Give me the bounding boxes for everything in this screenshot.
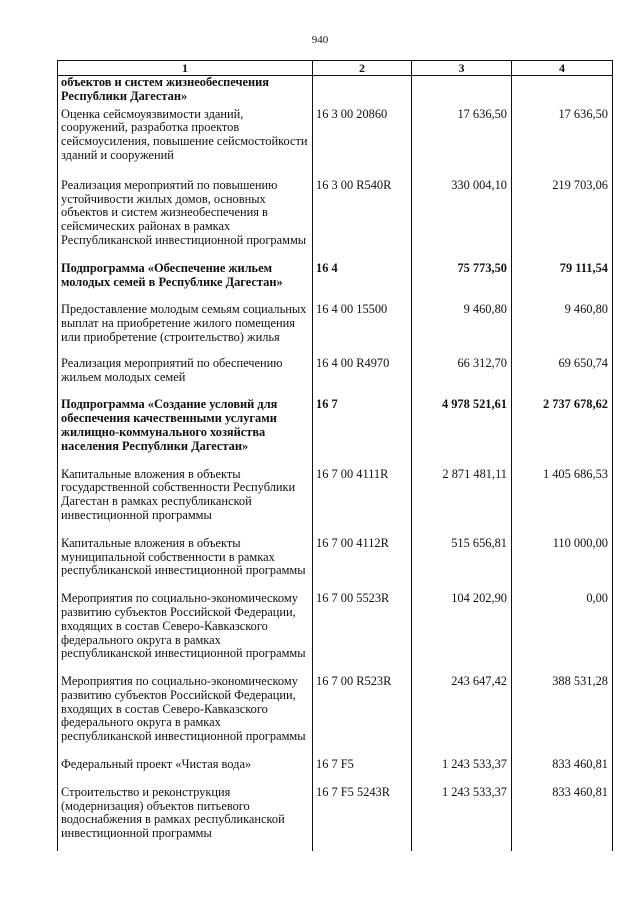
row-code-cell: 16 3 00 R540R	[313, 179, 412, 262]
row-code-cell: 16 7 00 4111R	[313, 468, 412, 537]
table-row	[58, 76, 613, 108]
column-header-1: 1	[58, 61, 313, 76]
row-value-4-cell: 219 703,06	[512, 179, 613, 262]
table-row	[58, 398, 613, 467]
row-value-4-cell: 69 650,74	[512, 357, 613, 399]
row-code-cell: 16 7 00 R523R	[313, 675, 412, 758]
table-row	[58, 786, 613, 851]
table-row	[58, 468, 613, 537]
row-code-cell: 16 4	[313, 262, 412, 304]
table-row	[58, 303, 613, 356]
row-code-cell	[313, 76, 412, 108]
row-code-cell: 16 7 00 5523R	[313, 592, 412, 675]
row-value-3-cell: 515 656,81	[412, 537, 512, 592]
row-name-cell: Мероприятия по социально-экономическому развитию субъектов Российской Федерации, входящих в состав Северо-Кавказского федерального округа в рамках республиканской инвестиционной программы	[58, 592, 313, 675]
table-row	[58, 108, 613, 179]
row-value-4-cell: 110 000,00	[512, 537, 613, 592]
budget-table	[57, 60, 613, 851]
row-code-cell: 16 4 00 R4970	[313, 357, 412, 399]
row-code-cell: 16 7 F5 5243R	[313, 786, 412, 851]
row-code-cell: 16 7 F5	[313, 758, 412, 786]
table-row	[58, 592, 613, 675]
row-name-cell: объектов и систем жизнеобеспечения Республики Дагестан»	[58, 76, 313, 108]
row-name-cell: Предоставление молодым семьям социальных выплат на приобретение жилого помещения или приобретение (строительство) жилья	[58, 303, 313, 356]
table-row	[58, 179, 613, 262]
row-value-3-cell: 2 871 481,11	[412, 468, 512, 537]
row-code-cell: 16 7	[313, 398, 412, 467]
row-value-3-cell: 75 773,50	[412, 262, 512, 304]
row-name-cell: Подпрограмма «Создание условий для обеспечения качественными услугами жилищно-коммунального хозяйства населения Республики Дагестан»	[58, 398, 313, 467]
row-value-4-cell: 833 460,81	[512, 758, 613, 786]
row-value-3-cell: 4 978 521,61	[412, 398, 512, 467]
row-value-4-cell: 388 531,28	[512, 675, 613, 758]
row-name-cell: Подпрограмма «Обеспечение жильем молодых семей в Республике Дагестан»	[58, 262, 313, 304]
row-name-cell: Мероприятия по социально-экономическому развитию субъектов Российской Федерации, входящих в состав Северо-Кавказского федерального округа в рамках республиканской инвестиционной программы	[58, 675, 313, 758]
row-value-3-cell: 17 636,50	[412, 108, 512, 179]
row-value-3-cell	[412, 76, 512, 108]
row-value-4-cell: 1 405 686,53	[512, 468, 613, 537]
table-row	[58, 357, 613, 399]
row-value-4-cell	[512, 76, 613, 108]
column-header-4: 4	[512, 61, 613, 76]
row-code-cell: 16 3 00 20860	[313, 108, 412, 179]
row-name-cell: Реализация мероприятий по повышению устойчивости жилых домов, основных объектов и систем жизнеобеспечения в сейсмических районах в рамках Республиканской инвестиционной программы	[58, 179, 313, 262]
page-number: 940	[311, 34, 329, 46]
column-header-3: 3	[412, 61, 512, 76]
row-name-cell: Строительство и реконструкция (модернизация) объектов питьевого водоснабжения в рамках республиканской инвестиционной программы	[58, 786, 313, 851]
row-name-cell: Капитальные вложения в объекты муниципальной собственности в рамках республиканской инвестиционной программы	[58, 537, 313, 592]
row-code-cell: 16 4 00 15500	[313, 303, 412, 356]
row-value-4-cell: 2 737 678,62	[512, 398, 613, 467]
table-row	[58, 262, 613, 304]
row-name-cell: Реализация мероприятий по обеспечению жильем молодых семей	[58, 357, 313, 399]
row-value-3-cell: 9 460,80	[412, 303, 512, 356]
row-value-3-cell: 1 243 533,37	[412, 758, 512, 786]
table-row	[58, 537, 613, 592]
row-value-4-cell: 17 636,50	[512, 108, 613, 179]
table-row	[58, 675, 613, 758]
row-value-3-cell: 1 243 533,37	[412, 786, 512, 851]
row-value-4-cell: 833 460,81	[512, 786, 613, 851]
table-header-row	[58, 61, 613, 76]
row-value-4-cell: 9 460,80	[512, 303, 613, 356]
row-name-cell: Федеральный проект «Чистая вода»	[58, 758, 313, 786]
row-value-3-cell: 330 004,10	[412, 179, 512, 262]
column-header-2: 2	[313, 61, 412, 76]
row-code-cell: 16 7 00 4112R	[313, 537, 412, 592]
row-value-3-cell: 104 202,90	[412, 592, 512, 675]
row-value-3-cell: 66 312,70	[412, 357, 512, 399]
row-value-3-cell: 243 647,42	[412, 675, 512, 758]
row-name-cell: Оценка сейсмоуязвимости зданий, сооружений, разработка проектов сейсмоусиления, повышение сейсмостойкости зданий и сооружений	[58, 108, 313, 179]
table-row	[58, 758, 613, 786]
row-name-cell: Капитальные вложения в объекты государственной собственности Республики Дагестан в рамках республиканской инвестиционной программы	[58, 468, 313, 537]
row-value-4-cell: 79 111,54	[512, 262, 613, 304]
row-value-4-cell: 0,00	[512, 592, 613, 675]
